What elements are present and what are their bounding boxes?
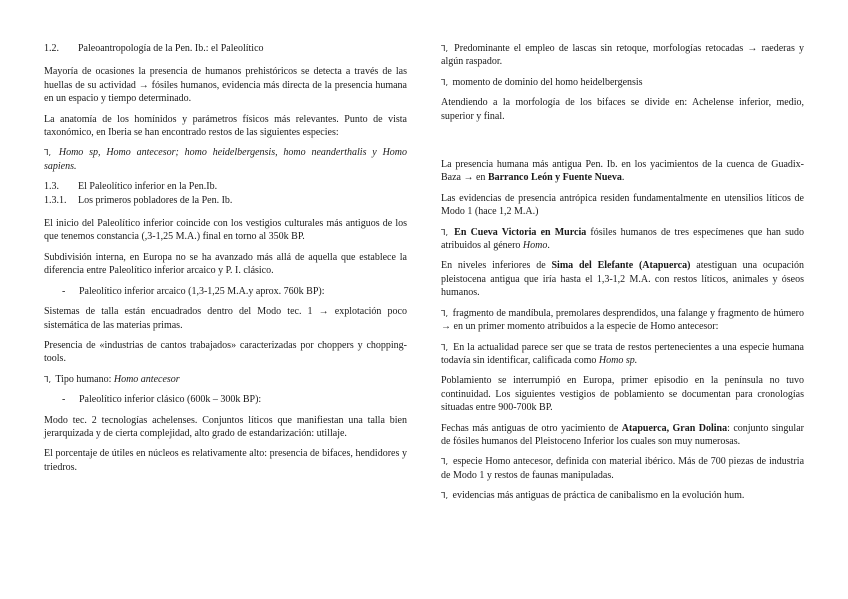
text-run: En la actualidad parece ser que se trata de restos pertenecientes a una especie humana todavía sin identificar, calificada como [441,341,804,366]
species-name: Homo sp. [598,354,638,366]
human-type-value: Homo antecesor [113,373,180,385]
text-run: La presencia humana más antigua Pen. Ib. en los yacimientos de la cuenca de Guadix-Baza → en [441,159,804,184]
paragraph: Sistemas de talla están encuadrados dentro del Modo tec. 1 → explotación poco sistemática de las materias primas. [44,306,407,331]
paragraph: El inicio del Paleolítico inferior coincide con los vestigios culturales más antiguos de los que tenemos constancia (,3-1,25 M.A.) final en torno al 350k BP. [44,218,407,243]
note-text: fragmento de mandíbula, premolares desprendidos, una falange y fragmento de húmero → en un primer momento atribuidos a la especie de Homo antecesor: [441,307,804,333]
note-paragraph [441,42,804,69]
sub-arrow-icon: Ꞁ, [441,457,448,467]
paragraph [441,259,804,299]
section-number: 1.2. [44,43,59,54]
site-name: Atapuerca, Gran Dolina [621,422,728,434]
text-run: fósiles humanos de tres especímenes que han sudo atribuidos al género [441,226,804,252]
section-heading-1-2 [44,42,407,55]
section-heading-1-3 [44,180,407,193]
spacer [441,130,804,158]
sub-arrow-icon: Ꞁ, [441,342,448,352]
paragraph: Presencia de «industrias de cantos trabajados» caracterizadas por choppers y chopping-tools. [44,339,407,365]
sub-arrow-icon: Ꞁ, [441,44,448,53]
paragraph: El porcentaje de útiles en núcleos es relativamente alto: presencia de bifaces, hendidores y triedros. [44,448,407,473]
note-paragraph [441,455,804,482]
site-name: Sima del Elefante (Atapuerca) [551,260,691,272]
species-names: Homo sp, Homo antecesor; homo heidelbergensis, homo neanderthalis y Homo sapiens. [44,147,408,172]
human-type [44,373,407,386]
sub-arrow-icon: Ꞁ, [44,374,51,384]
bullet-dash: - [62,285,66,297]
paragraph: Subdivisión interna, en Europa no se ha avanzado más allá de aquella que establece la diferencia entre Paleolítico inferior arcaico y P. I. clásico. [44,251,407,277]
paragraph [441,158,804,185]
sub-arrow-icon: Ꞁ, [441,77,448,87]
site-name: Barranco León y Fuente Nueva [487,172,622,184]
note-paragraph [441,76,804,89]
bullet-dash: - [62,394,66,406]
paragraph: Mayoría de ocasiones la presencia de humanos prehistóricos se detecta a través de las huellas de su actividad → fósiles humanos, evidencia más directa de la presencia humana en un espacio y tiempo determinado. [44,66,407,105]
bullet-text: Paleolítico inferior arcaico (1,3-1,25 M.A.y aprox. 760k BP): [79,285,325,297]
bullet-item [44,285,407,298]
paragraph: Las evidencias de presencia antrópica residen fundamentalmente en utensilios líticos de Modo 1 (hace 1,2 M.A.) [441,192,804,218]
note-paragraph [441,489,804,502]
section-title: El Paleolítico inferior en la Pen.Ib. [78,181,218,193]
paragraph: Poblamiento se interrumpió en Europa, primer episodio en la península no tuvo continuidad. Los siguientes vestigios de poblamiento se documentan para cronologías situadas entre 900-700k BP. [441,375,804,414]
text-run: En niveles inferiores de [441,260,546,272]
section-title: Paleoantropología de la Pen. Ib.: el Paleolítico [78,43,264,54]
note-text: Predominante el empleo de lascas sin retoque, morfologías retocadas → raederas y algún raspador. [441,43,804,68]
note-text: evidencias más antiguas de práctica de canibalismo en la evolución hum. [452,490,745,502]
text-run: Fechas más antiguas de otro yacimiento de [441,422,619,434]
text-run: : conjunto singular de fósiles humanos del Pleistoceno Inferior los cuales son muy numerosas. [441,422,804,447]
note-paragraph [441,307,804,334]
text-run: . [621,172,625,184]
note-paragraph [441,341,804,368]
sub-arrow-icon: Ꞁ, [441,491,448,501]
bullet-text: Paleolítico inferior clásico (600k – 300k BP): [79,394,262,406]
section-number: 1.3. [44,181,59,193]
paragraph [441,422,804,449]
bullet-item [44,393,407,406]
section-heading-1-3-1 [44,194,407,207]
genus-name: Homo [522,240,548,252]
paragraph: Modo tec. 2 tecnologías achelenses. Conjuntos líticos que manifiestan una talla bien jerarquizada y de cierta complejidad, alto grado de estandarización: utillaje. [44,414,407,439]
note-text: especie Homo antecesor, definida con material ibérico. Más de 700 piezas de industria de Modo 1 y restos de faunas manipuladas. [441,456,805,481]
paragraph: Atendiendo a la morfología de los bifaces se divide en: Achelense inferior, medio, superior y final. [441,97,804,122]
text-run: . [547,240,550,252]
paragraph: La anatomía de los homínidos y parámetros físicos más relevantes. Punto de vista taxonómico, en Iberia se han encontrado restos de las siguientes especies: [44,113,407,139]
text-run: atestiguan una ocupación pleistocena antigua que iría hasta el 1,3-1,2 M.A. con restos líticos, animales y óseos humanos. [441,260,805,299]
human-type-label: Tipo humano: [55,373,112,385]
species-list [44,146,407,173]
left-column [44,42,407,481]
site-name: En Cueva Victoria en Murcia [454,226,587,238]
section-title: Los primeros pobladores de la Pen. Ib. [78,194,233,206]
section-number: 1.3.1. [44,194,67,206]
note-paragraph [441,226,804,253]
sub-arrow-icon: Ꞁ, [441,227,448,237]
sub-arrow-icon: Ꞁ, [44,148,51,158]
note-text: momento de dominio del homo heidelbergensis [452,76,643,88]
sub-arrow-icon: Ꞁ, [441,308,448,318]
right-column [441,42,804,510]
